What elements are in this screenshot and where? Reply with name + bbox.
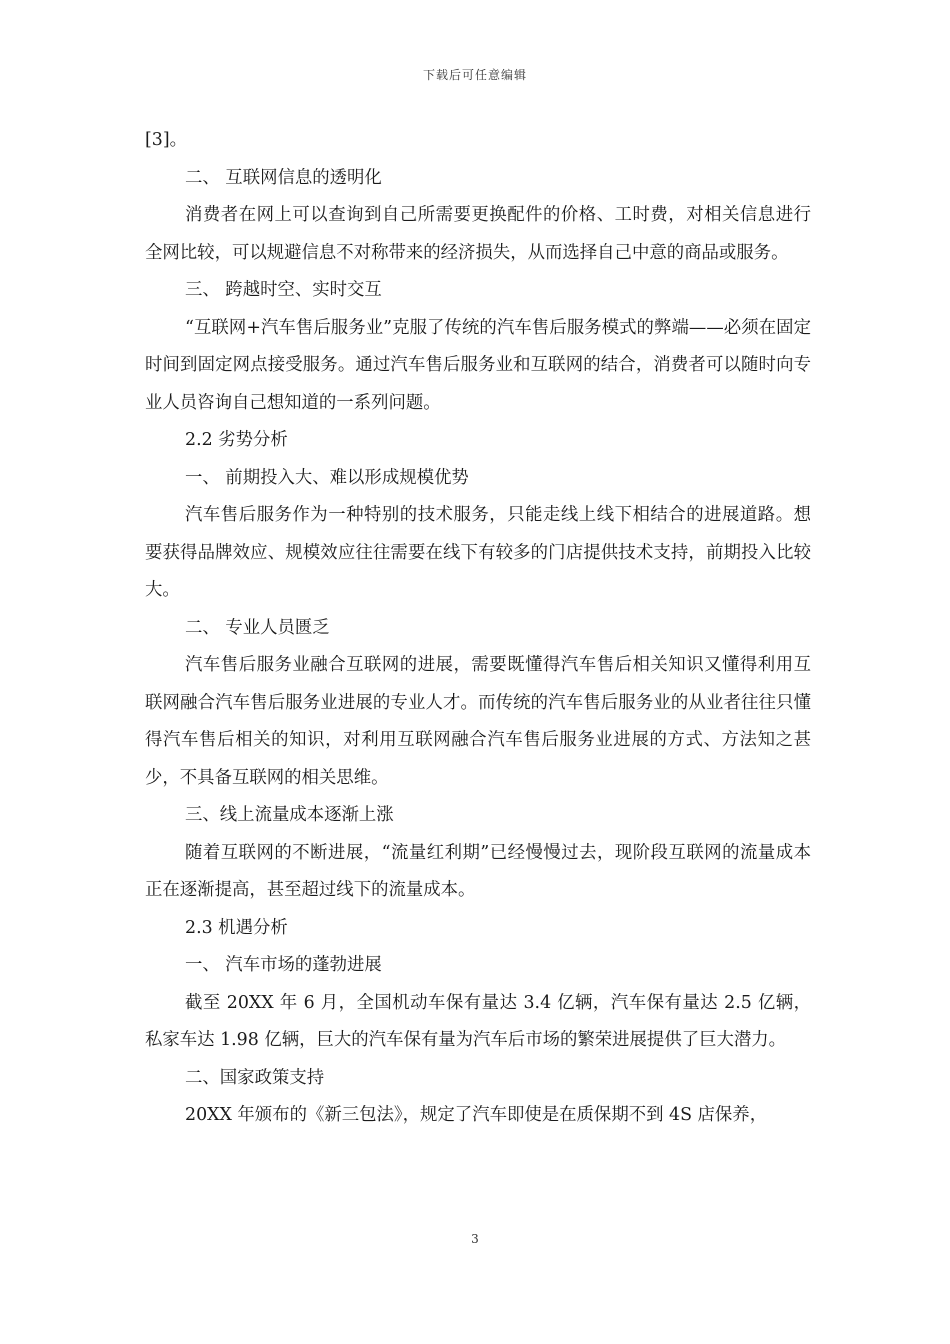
section-heading: 一、 前期投入大、难以形成规模优势 <box>185 467 469 488</box>
paragraph: 截至 20XX 年 6 月，全国机动车保有量达 3.4 亿辆，汽车保有量达 2.5 亿辆，私家车达 1.98 亿辆，巨大的汽车保有量为汽车后市场的繁荣进展提供了巨大潜力。 <box>145 992 811 1050</box>
section-heading: 一、 汽车市场的蓬勃进展 <box>185 955 382 975</box>
paragraph: 随着互联网的不断进展，“流量红利期”已经慢慢过去，现阶段互联网的流量成本正在逐渐提高，甚至超过线下的流量成本。 <box>145 842 811 900</box>
section-heading: 二、国家政策支持 <box>185 1067 325 1088</box>
paragraph: 20XX 年颁布的《新三包法》，规定了汽车即使是在质保期不到 4S 店保养， <box>185 1105 768 1125</box>
section-heading: 二、 专业人员匮乏 <box>185 617 330 638</box>
page-number: 3 <box>471 1232 479 1246</box>
paragraph: “互联网+汽车售后服务业”克服了传统的汽车售后服务模式的弊端——必须在固定时间到固定网点接受服务。通过汽车售后服务业和互联网的结合，消费者可以随时向专业人员咨询自己想知道的一系列问题。 <box>145 317 811 413</box>
subsection-heading: 2.2 劣势分析 <box>185 430 288 450</box>
page-header: 下载后可任意编辑 <box>422 68 527 82</box>
paragraph: 汽车售后服务作为一种特别的技术服务，只能走线上线下相结合的进展道路。想要获得品牌效应、规模效应往往需要在线下有较多的门店提供技术支持，前期投入比较大。 <box>145 505 811 600</box>
section-heading: 三、 跨越时空、实时交互 <box>185 280 382 300</box>
subsection-heading: 2.3 机遇分析 <box>185 917 288 938</box>
document-body <box>145 122 811 1135</box>
paragraph: 汽车售后服务业融合互联网的进展，需要既懂得汽车售后相关知识又懂得利用互联网融合汽车售后服务业进展的专业人才。而传统的汽车售后服务业的从业者往往只懂得汽车售后相关的知识，对利用互联网融合汽车售后服务业进展的方式、方法知之甚少，不具备互联网的相关思维。 <box>145 655 811 788</box>
paragraph: 消费者在网上可以查询到自己所需要更换配件的价格、工时费，对相关信息进行全网比较，可以规避信息不对称带来的经济损失，从而选择自己中意的商品或服务。 <box>145 205 811 263</box>
section-heading: 三、线上流量成本逐渐上涨 <box>185 805 394 825</box>
section-heading: 二、 互联网信息的透明化 <box>185 167 382 188</box>
paragraph: [3]。 <box>145 130 188 150</box>
